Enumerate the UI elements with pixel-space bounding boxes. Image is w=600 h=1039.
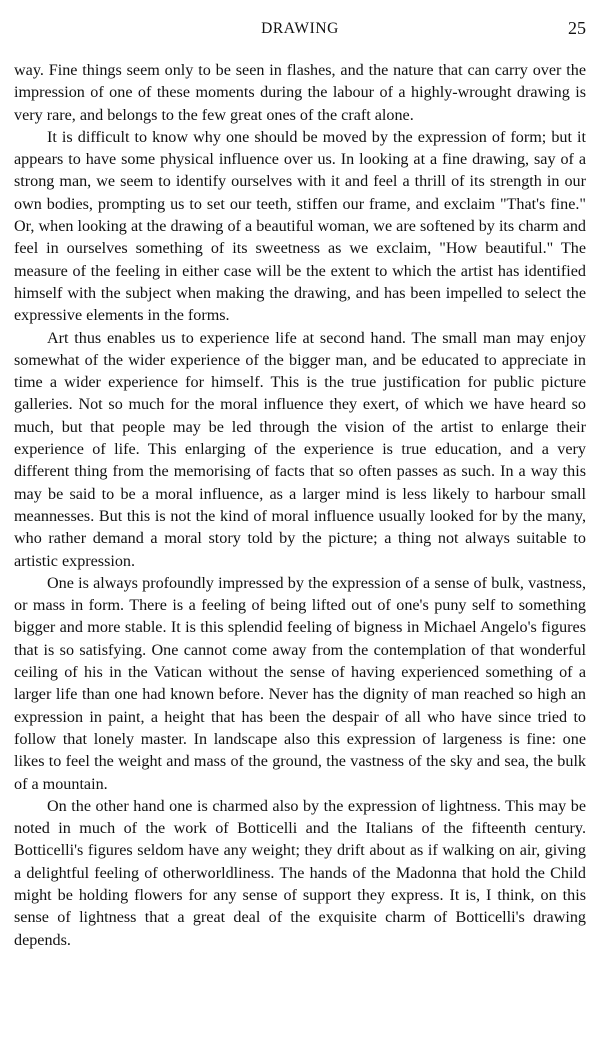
paragraph-art-second-hand: Art thus enables us to experience life at second hand. The small man may enjoy somewhat of the wider experience of the bigger man, and be educated to appreciate in time a wider experience for himself. This is the true justification for public picture galleries. Not so much for the moral influence they exert, of which we have heard so much, but that people may be led through the vision of the artist to enlarge their experience of life. This enlarging of the experience is true education, and a very different thing from the memorising of facts that so often passes as such. In a way this may be said to be a moral influence, as a larger mind is less likely to harbour small meannesses. But this is not the kind of moral influence usually looked for by the many, who rather demand a moral story told by the picture; a thing not always suitable to artistic expression. [14,329,586,570]
paragraph-continued: way. Fine things seem only to be seen in flashes, and the nature that can carry over the impression of one of these moments during the labour of a highly-wrought drawing is very rare, and belongs to the few great ones of the craft alone. [14,62,586,124]
page-header [14,14,586,46]
body-text [14,60,586,952]
paragraph-bulk-vastness: One is always profoundly impressed by the expression of a sense of bulk, vastness, or mass in form. There is a feeling of being lifted out of one's puny self to something bigger and more stable. It is this splendid feeling of bigness in Michael Angelo's figures that is so satisfying. One cannot come away from the contemplation of that wonderful ceiling of his in the Vatican without the sense of having experienced something of a larger life than one had known before. Never has the dignity of man reached so high an expression in paint, a height that has been the despair of all who have since tried to follow that lonely master. In landscape also this expression of largeness is fine: one likes to feel the weight and mass of the ground, the vastness of the sky and sea, the bulk of a mountain. [14,574,586,793]
page-number: 25 [568,18,586,38]
paragraph-expression-of-form: It is difficult to know why one should be moved by the expression of form; but it appears to have some physical influence over us. In looking at a fine drawing, say of a strong man, we seem to identify ourselves with it and feel a thrill of its strength in our own bodies, prompting us to set our teeth, stiffen our frame, and exclaim "That's fine." Or, when looking at the drawing of a beautiful woman, we are softened by its charm and feel in ourselves something of its sweetness as we exclaim, "How beautiful." The measure of the feeling in either case will be the extent to which the artist has identified himself with the subject when making the drawing, and has been impelled to select the expressive elements in the forms. [14,128,586,325]
paragraph-lightness: On the other hand one is charmed also by the expression of lightness. This may be noted in much of the work of Botticelli and the Italians of the fifteenth century. Botticelli's figures seldom have any weight; they drift about as if walking on air, giving a delightful feeling of otherworldliness. The hands of the Madonna that hold the Child might be holding flowers for any sense of support they express. It is, I think, on this sense of lightness that a great deal of the exquisite charm of Botticelli's drawing depends. [14,797,586,949]
book-page [14,14,586,952]
running-head: DRAWING [261,20,339,37]
